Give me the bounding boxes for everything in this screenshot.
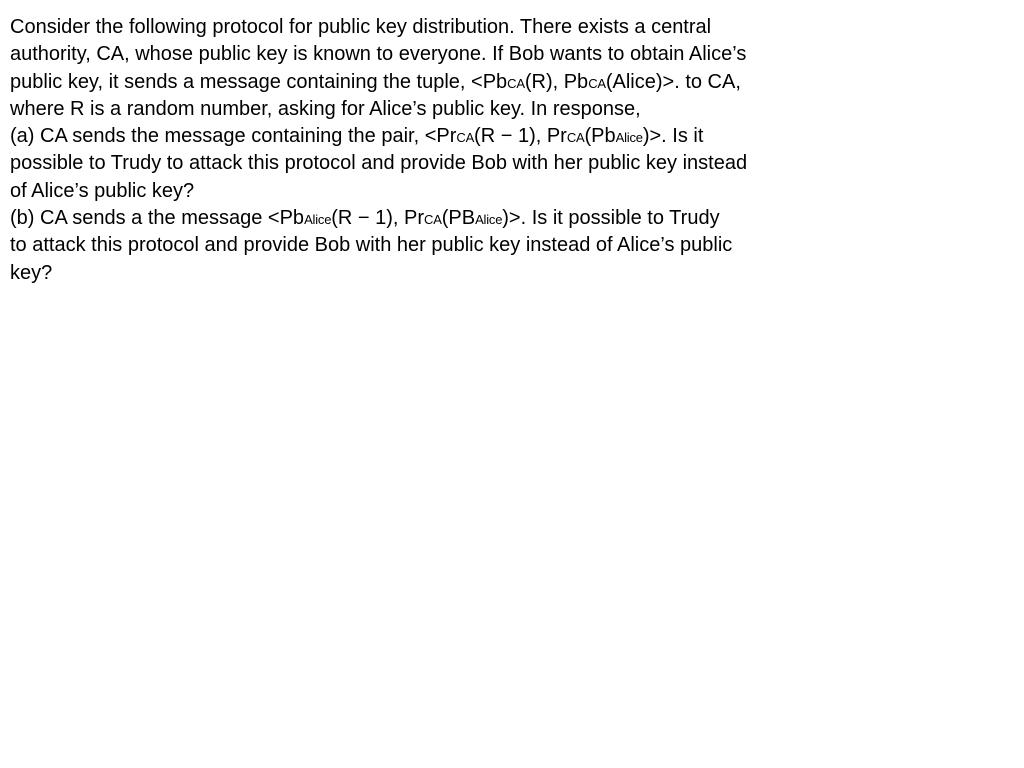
line-3-text-1: public key, it sends a message containing the tuple, <Pb — [10, 70, 508, 93]
problem-text — [10, 14, 860, 287]
line-8-text-4: )>. Is it possible to Trudy — [502, 207, 720, 230]
text-line-4: where R is a random number, asking for Alice’s public key. In response, — [10, 97, 641, 120]
text-line-6: possible to Trudy to attack this protocol and provide Bob with her public key instead — [10, 152, 748, 175]
line-5-text-3: (Pb — [584, 125, 616, 148]
line-8-subscript-alice-2: Alice — [475, 212, 503, 228]
line-5-text-2: (R − 1), Pr — [474, 125, 567, 148]
line-3-text-2: (R), Pb — [524, 70, 589, 93]
line-8-text-2: (R − 1), Pr — [331, 207, 425, 230]
line-5-subscript-alice: Alice — [615, 130, 643, 146]
text-line-1: Consider the following protocol for public key distribution. There exists a central — [10, 16, 712, 38]
text-line-10: key? — [10, 261, 53, 284]
line-5-text-4: )>. Is it — [642, 125, 704, 148]
text-line-2: authority, CA, whose public key is known to everyone. If Bob wants to obtain Alice’s — [10, 43, 747, 66]
line-3-text-3: (Alice)>. to CA, — [605, 70, 741, 93]
line-8-subscript-alice-1: Alice — [304, 212, 332, 228]
text-line-5 — [10, 123, 860, 150]
line-5-subscript-ca-1: CA — [456, 130, 475, 146]
line-8-text-3: (PB — [441, 207, 476, 230]
line-5-text-1: (a) CA sends the message containing the pair, <Pr — [10, 125, 457, 148]
line-3-subscript-ca-1: CA — [507, 75, 525, 91]
line-8-text-1: (b) CA sends a the message <Pb — [10, 207, 305, 230]
text-line-9: to attack this protocol and provide Bob with her public key instead of Alice’s public — [10, 234, 733, 257]
line-8-subscript-ca: CA — [424, 212, 442, 228]
text-line-3 — [10, 69, 860, 96]
line-3-subscript-ca-2: CA — [588, 75, 606, 91]
text-line-8 — [10, 205, 860, 232]
line-5-subscript-ca-2: CA — [566, 130, 585, 146]
text-line-7: of Alice’s public key? — [10, 179, 195, 202]
